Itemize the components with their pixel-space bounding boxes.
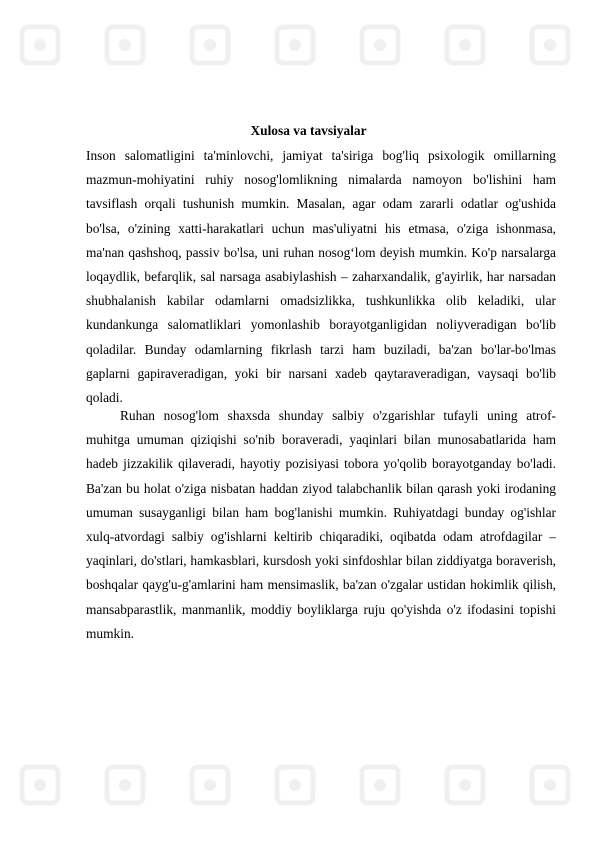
paragraph-2: Ruhan nosog'lom shaxsda shunday salbiy o'zgarishlar tufayli uning atrof-muhitga umuman qiziqishi so'nib boraveradi, yaqinlari bilan munosabatlarida ham hadeb jizzakilik qilaveradi, hayotiy pozisiyasi tobora yo'qolib borayotganday bo'ladi. Ba'zan bu holat o'ziga nisbatan haddan ziyod talabchanlik bilan qarash yoki irodaning umuman susayganligi bilan ham bog'lanishi mumkin. Ruhiyatdagi bunday og'ishlar xulq-atvordagi salbiy og'ishlarni keltirib chiqaradiki, oqibatda odam atrofdagilar –yaqinlari, do'stlari, hamkasblari, kursdosh yoki sinfdoshlar bilan ziddiyatga boraverish, boshqalar qayg'u-g'amlarini ham mensimaslik, ba'zan o'zgalar ustidan hokimlik qilish, mansabparastlik, manmanlik, moddiy boyliklarga ruju qo'yishda o'z ifodasini topishi mumkin. [86,408,556,641]
document-title: Xulosa va tavsiyalar [250,123,367,138]
paragraph-1: Inson salomatligini ta'minlovchi, jamiyat ta'siriga bog'liq psixologik omillarning mazmun-mohiyatini ruhiy nosog'lomlikning nimalarda namoyon bo'lishini ham tavsiflash orqali tushunish mumkin. Masalan, agar odam zararli odatlar og'ushida bo'lsa, o'zining xatti-harakatlari uchun mas'uliyatni his etmasa, o'ziga ishonmasa, ma'nan qashshoq, passiv bo'lsa, uni ruhan nosog‘lom deyish mumkin. Ko'p narsalarga loqaydlik, befarqlik, sal narsaga asabiylashish – zaharxandalik, g'ayirlik, har narsadan shubhalanish kabilar odamlarni omadsizlikka, tushkunlikka olib keladiki, ular kundankunga salomatliklari yomonlashib borayotganligidan noliyveradigan bo'lib qoladilar. Bunday odamlarning fikrlash tarzi ham buziladi, ba'zan bo'lar-bo'lmas gaplarni gapiraveradigan, yoki bir narsani xadeb qaytaraveradigan, vaysaqi bo'lib qoladi. [86,148,556,406]
